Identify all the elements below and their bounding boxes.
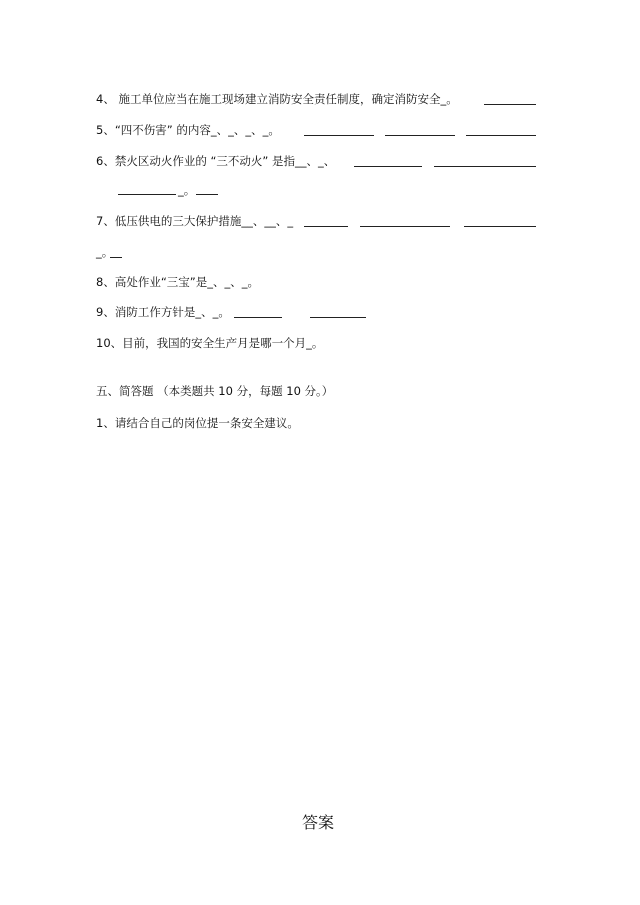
answer-blank [385,135,455,136]
answer-blank [360,226,450,227]
question-7: 7、低压供电的三大保护措施__、__、_ [96,214,294,228]
question-7-continued: _。 [96,245,114,259]
answer-blank [434,166,536,167]
question-6: 6、禁火区动火作业的 “三不动火” 是指__、_、 [96,154,336,168]
section-5-heading: 五、简答题 （本类题共 10 分，每题 10 分。） [96,384,334,398]
answer-blank [304,226,348,227]
answers-title: 答案 [302,813,335,832]
section-5-question-1: 1、请结合自己的岗位提一条安全建议。 [96,416,299,430]
answer-blank [466,135,536,136]
answer-blank [118,194,176,195]
answer-blank [354,166,422,167]
answer-blank [464,226,536,227]
question-9: 9、消防工作方针是_、_。 [96,305,230,319]
answer-blank [196,194,218,195]
answer-blank [110,257,122,258]
question-5: 5、“四不伤害” 的内容_、_、_、_。 [96,123,280,137]
answer-blank [484,104,536,105]
question-4: 4、 施工单位应当在施工现场建立消防安全责任制度，确定消防安全_。 [96,92,458,106]
question-8: 8、高处作业“三宝”是_、_、_。 [96,275,259,289]
question-6-continued: _。 [178,183,196,197]
answer-blank [310,317,366,318]
question-10: 10、目前，我国的安全生产月是哪一个月_。 [96,336,324,350]
answer-blank [234,317,282,318]
answer-blank [304,135,374,136]
